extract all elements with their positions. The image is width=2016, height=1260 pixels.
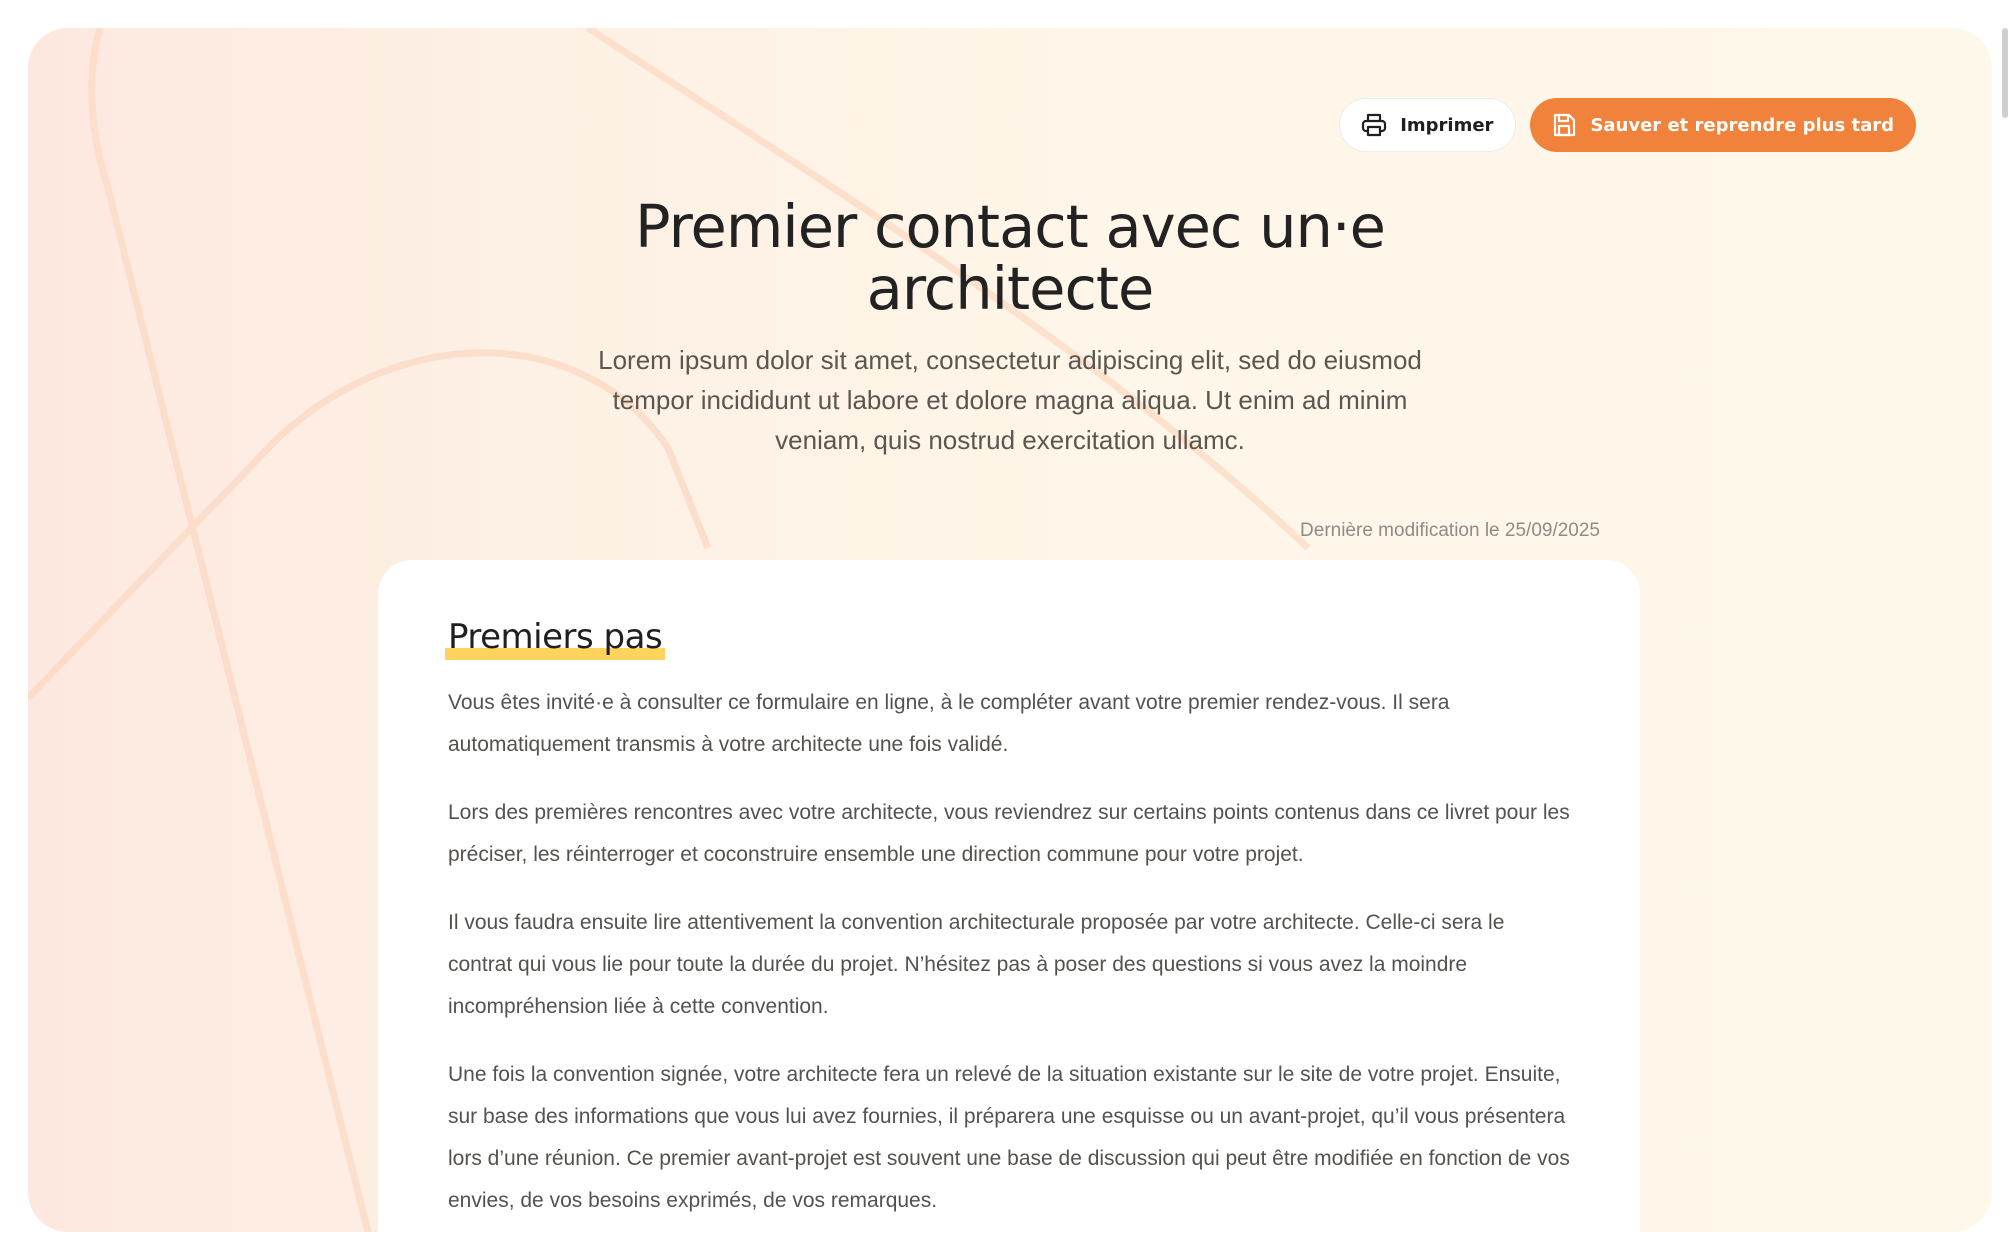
content-card xyxy=(378,560,1640,1260)
save-resume-button[interactable] xyxy=(1530,98,1916,152)
save-button-label: Sauver et reprendre plus tard xyxy=(1590,114,1894,136)
page-subtitle: Lorem ipsum dolor sit amet, consectetur adipiscing elit, sed do eiusmod tempor incididunt ut labore et dolore magna aliqua. Ut enim ad minim veniam, quis nostrud exercitation ullamc. xyxy=(598,345,1422,455)
print-button-label: Imprimer xyxy=(1400,114,1494,136)
paragraph-meetings: Lors des premières rencontres avec votre architecte, vous reviendrez sur certains points contenus dans ce livret pour les préciser, les réinterroger et coconstruire ensemble une direction commune pour votre projet. xyxy=(448,801,1570,866)
print-button[interactable] xyxy=(1339,98,1516,152)
paragraph-intro: Vous êtes invité·e à consulter ce formulaire en ligne, à le compléter avant votre premier rendez-vous. Il sera automatiquement transmis à votre architecte une fois validé. xyxy=(448,691,1450,756)
scrollbar-thumb[interactable] xyxy=(2002,28,2008,118)
paragraph-survey: Une fois la convention signée, votre architecte fera un relevé de la situation existante sur le site de votre projet. Ensuite, sur base des informations que vous lui avez fournies, il préparera une esquisse ou un avant-projet, qu’il vous présentera lors d’une réunion. Ce premier avant-projet est souvent une base de discussion qui peut être modifiée en fonction de vos envies, de vos besoins exprimés, de vos remarques. xyxy=(448,1063,1570,1212)
section-title-text: Premiers pas xyxy=(448,617,663,657)
save-icon xyxy=(1550,111,1578,139)
printer-icon xyxy=(1360,111,1388,139)
section-title xyxy=(448,614,662,660)
page-title: Premier contact avec un·e architecte xyxy=(635,192,1385,323)
paragraph-convention: Il vous faudra ensuite lire attentivement la convention architecturale proposée par votre architecte. Celle-ci sera le contrat qui vous lie pour toute la durée du projet. N’hésitez pas à poser des questions si vous avez la moindre incompréhension liée à cette convention. xyxy=(448,911,1505,1018)
last-modified-date: Dernière modification le 25/09/2025 xyxy=(1300,520,1600,541)
toolbar xyxy=(1339,98,1916,152)
